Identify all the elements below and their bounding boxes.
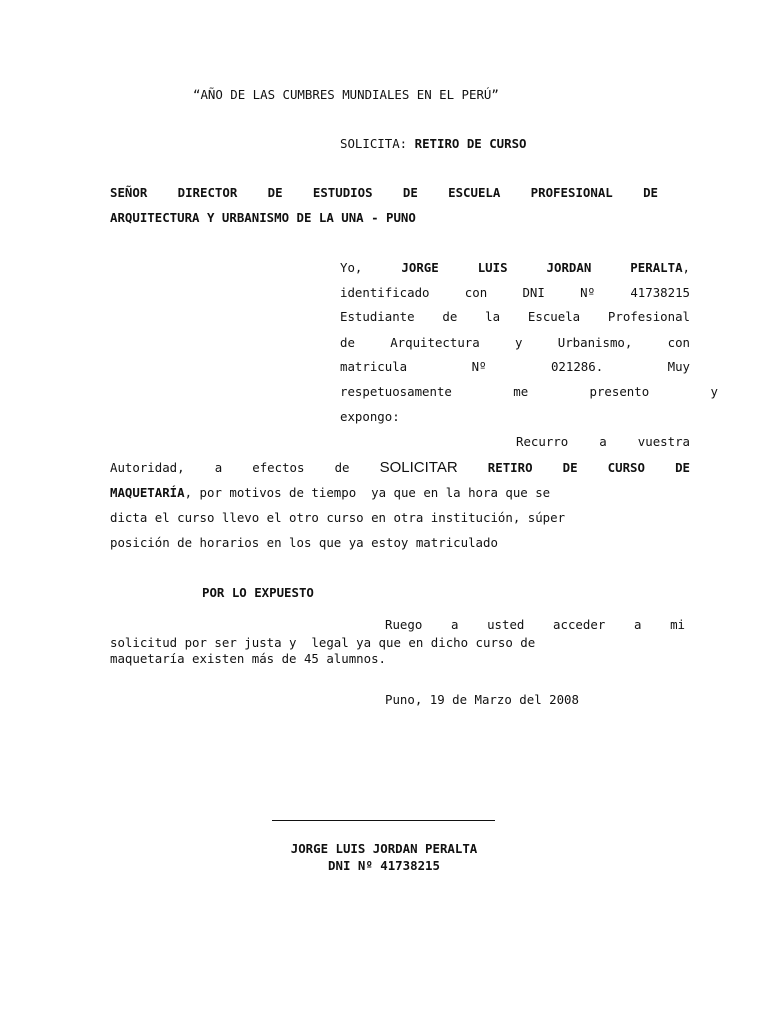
signature-line [272, 820, 495, 821]
signature-dni-text: DNI Nº 41738215 [328, 858, 440, 873]
course-name: MAQUETARÍA [110, 485, 185, 500]
recipient-line-1-text: SEÑOR DIRECTOR DE ESTUDIOS DE ESCUELA PROFESIONAL DE [110, 185, 658, 200]
intro-line-3: Estudiante de la Escuela Profesional [340, 309, 690, 324]
body-line-2-a: Autoridad, a efectos de [110, 460, 350, 475]
body-line-1: Recurro a vuestra [516, 434, 690, 449]
intro-line-7: expongo: [340, 409, 400, 424]
body-line-5: posición de horarios en los que ya estoy matriculado [110, 535, 498, 550]
closing-line-3: maquetaría existen más de 45 alumnos. [110, 651, 387, 666]
body-line-3-b: , por motivos de tiempo ya que en la hora que se [184, 485, 551, 500]
recipient-line-2-text: ARQUITECTURA Y URBANISMO DE LA UNA - PUNO [110, 210, 416, 225]
signature-name-text: JORGE LUIS JORDAN PERALTA [290, 841, 478, 856]
solicita-line [340, 135, 527, 153]
date-line: Puno, 19 de Marzo del 2008 [385, 692, 579, 707]
solicita-label: SOLICITA: [340, 136, 408, 151]
intro-yo: Yo, [340, 260, 363, 275]
signature-name [200, 840, 568, 858]
body-line-4: dicta el curso llevo el otro curso en otra institución, súper [110, 510, 566, 525]
body-line-2 [110, 459, 690, 477]
closing-line-1: Ruego a usted acceder a mi [385, 617, 685, 632]
intro-comma: , [682, 260, 690, 275]
applicant-name: JORGE LUIS JORDAN PERALTA [401, 260, 683, 275]
solicitar-word: SOLICITAR [379, 459, 458, 476]
intro-line-4: de Arquitectura y Urbanismo, con [340, 335, 690, 350]
recipient-line-2 [110, 209, 416, 227]
signature-dni [200, 857, 568, 875]
closing-heading-text: POR LO EXPUESTO [202, 585, 314, 600]
body-line-3 [110, 484, 550, 502]
intro-line-5: matricula Nº 021286. Muy [340, 359, 690, 374]
intro-line-2: identificado con DNI Nº 41738215 [340, 285, 690, 300]
document-heading: “AÑO DE LAS CUMBRES MUNDIALES EN EL PERÚ” [193, 87, 499, 102]
intro-line-1 [340, 259, 690, 277]
solicita-subject: RETIRO DE CURSO [414, 136, 527, 151]
recipient-line-1 [110, 184, 658, 202]
intro-line-6: respetuosamente me presento y [340, 384, 718, 399]
closing-line-2: solicitud por ser justa y legal ya que en dicho curso de [110, 635, 536, 650]
closing-heading [202, 584, 314, 602]
body-line-2-c: RETIRO DE CURSO DE [487, 460, 690, 475]
